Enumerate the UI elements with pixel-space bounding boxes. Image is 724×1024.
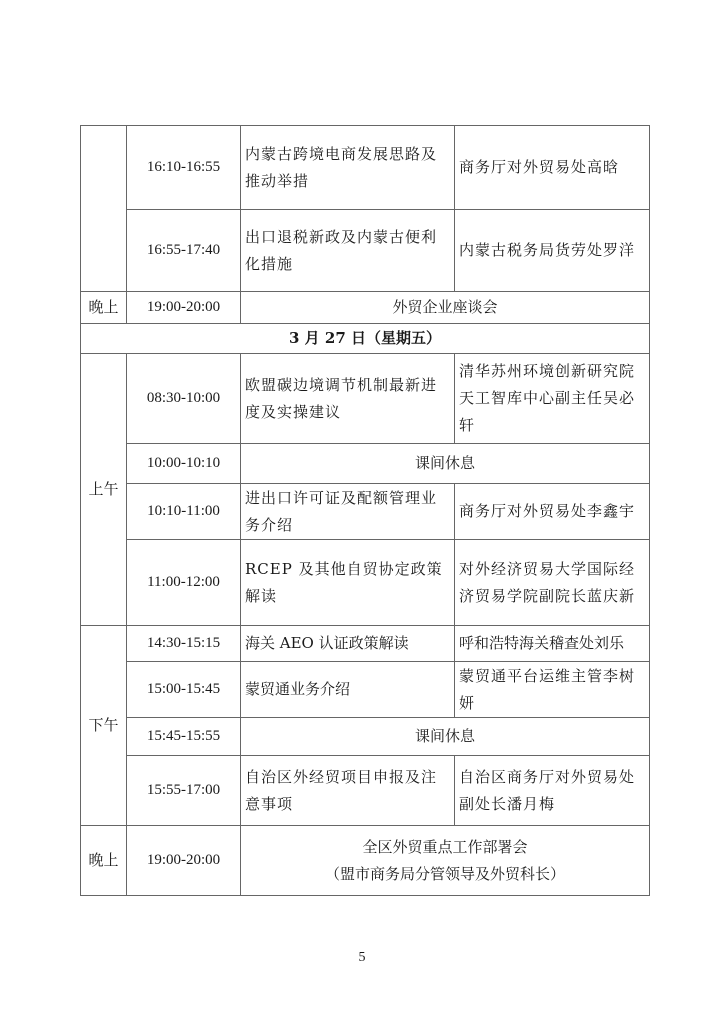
table-row: [81, 292, 650, 324]
time-cell: 10:10-11:00: [127, 484, 241, 540]
period-cell: 晚上: [81, 826, 127, 896]
speaker-cell: 商务厅对外贸易处李鑫宇: [455, 484, 650, 540]
speaker-cell: 自治区商务厅对外贸易处副处长潘月梅: [455, 756, 650, 826]
topic-cell: 进出口许可证及配额管理业务介绍: [241, 484, 455, 540]
table-row: [81, 756, 650, 826]
topic-cell: 内蒙古跨境电商发展思路及推动举措: [241, 126, 455, 210]
speaker-cell: 商务厅对外贸易处高晗: [455, 126, 650, 210]
break-cell: 课间休息: [241, 718, 650, 756]
table-row: [81, 484, 650, 540]
table-row: [81, 210, 650, 292]
topic-cell: RCEP 及其他自贸协定政策解读: [241, 540, 455, 626]
time-cell: 19:00-20:00: [127, 826, 241, 896]
topic-cell: 出口退税新政及内蒙古便利化措施: [241, 210, 455, 292]
event-subtitle: （盟市商务局分管领导及外贸科长）: [324, 864, 565, 883]
table-row: [81, 354, 650, 444]
date-header: 3 月 27 日（星期五）: [81, 324, 650, 354]
date-header-row: [81, 324, 650, 354]
topic-cell: 蒙贸通业务介绍: [241, 662, 455, 718]
event-cell: 外贸企业座谈会: [241, 292, 650, 324]
period-cell: 晚上: [81, 292, 127, 324]
period-cell: 下午: [81, 626, 127, 826]
period-cell: 上午: [81, 354, 127, 626]
speaker-cell: 对外经济贸易大学国际经济贸易学院副院长蓝庆新: [455, 540, 650, 626]
time-cell: 08:30-10:00: [127, 354, 241, 444]
time-cell: 16:55-17:40: [127, 210, 241, 292]
speaker-cell: 清华苏州环境创新研究院天工智库中心副主任吴必轩: [455, 354, 650, 444]
time-cell: 14:30-15:15: [127, 626, 241, 662]
table-row: [81, 626, 650, 662]
speaker-cell: 蒙贸通平台运维主管李树妍: [455, 662, 650, 718]
time-cell: 10:00-10:10: [127, 444, 241, 484]
table-row: [81, 540, 650, 626]
table-row: [81, 126, 650, 210]
speaker-cell: 呼和浩特海关稽查处刘乐: [455, 626, 650, 662]
time-cell: 15:00-15:45: [127, 662, 241, 718]
schedule-table: [80, 125, 650, 896]
table-row: [81, 718, 650, 756]
period-cell-empty: [81, 126, 127, 292]
topic-cell: 自治区外经贸项目申报及注意事项: [241, 756, 455, 826]
speaker-cell: 内蒙古税务局货劳处罗洋: [455, 210, 650, 292]
break-cell: 课间休息: [241, 444, 650, 484]
time-cell: 11:00-12:00: [127, 540, 241, 626]
page-number: 5: [358, 950, 366, 965]
event-cell: [241, 826, 650, 896]
event-title: 全区外贸重点工作部署会: [362, 837, 528, 856]
topic-cell: 海关 AEO 认证政策解读: [241, 626, 455, 662]
time-cell: 19:00-20:00: [127, 292, 241, 324]
time-cell: 16:10-16:55: [127, 126, 241, 210]
time-cell: 15:55-17:00: [127, 756, 241, 826]
table-row: [81, 444, 650, 484]
table-row: [81, 662, 650, 718]
time-cell: 15:45-15:55: [127, 718, 241, 756]
table-row: [81, 826, 650, 896]
topic-cell: 欧盟碳边境调节机制最新进度及实操建议: [241, 354, 455, 444]
